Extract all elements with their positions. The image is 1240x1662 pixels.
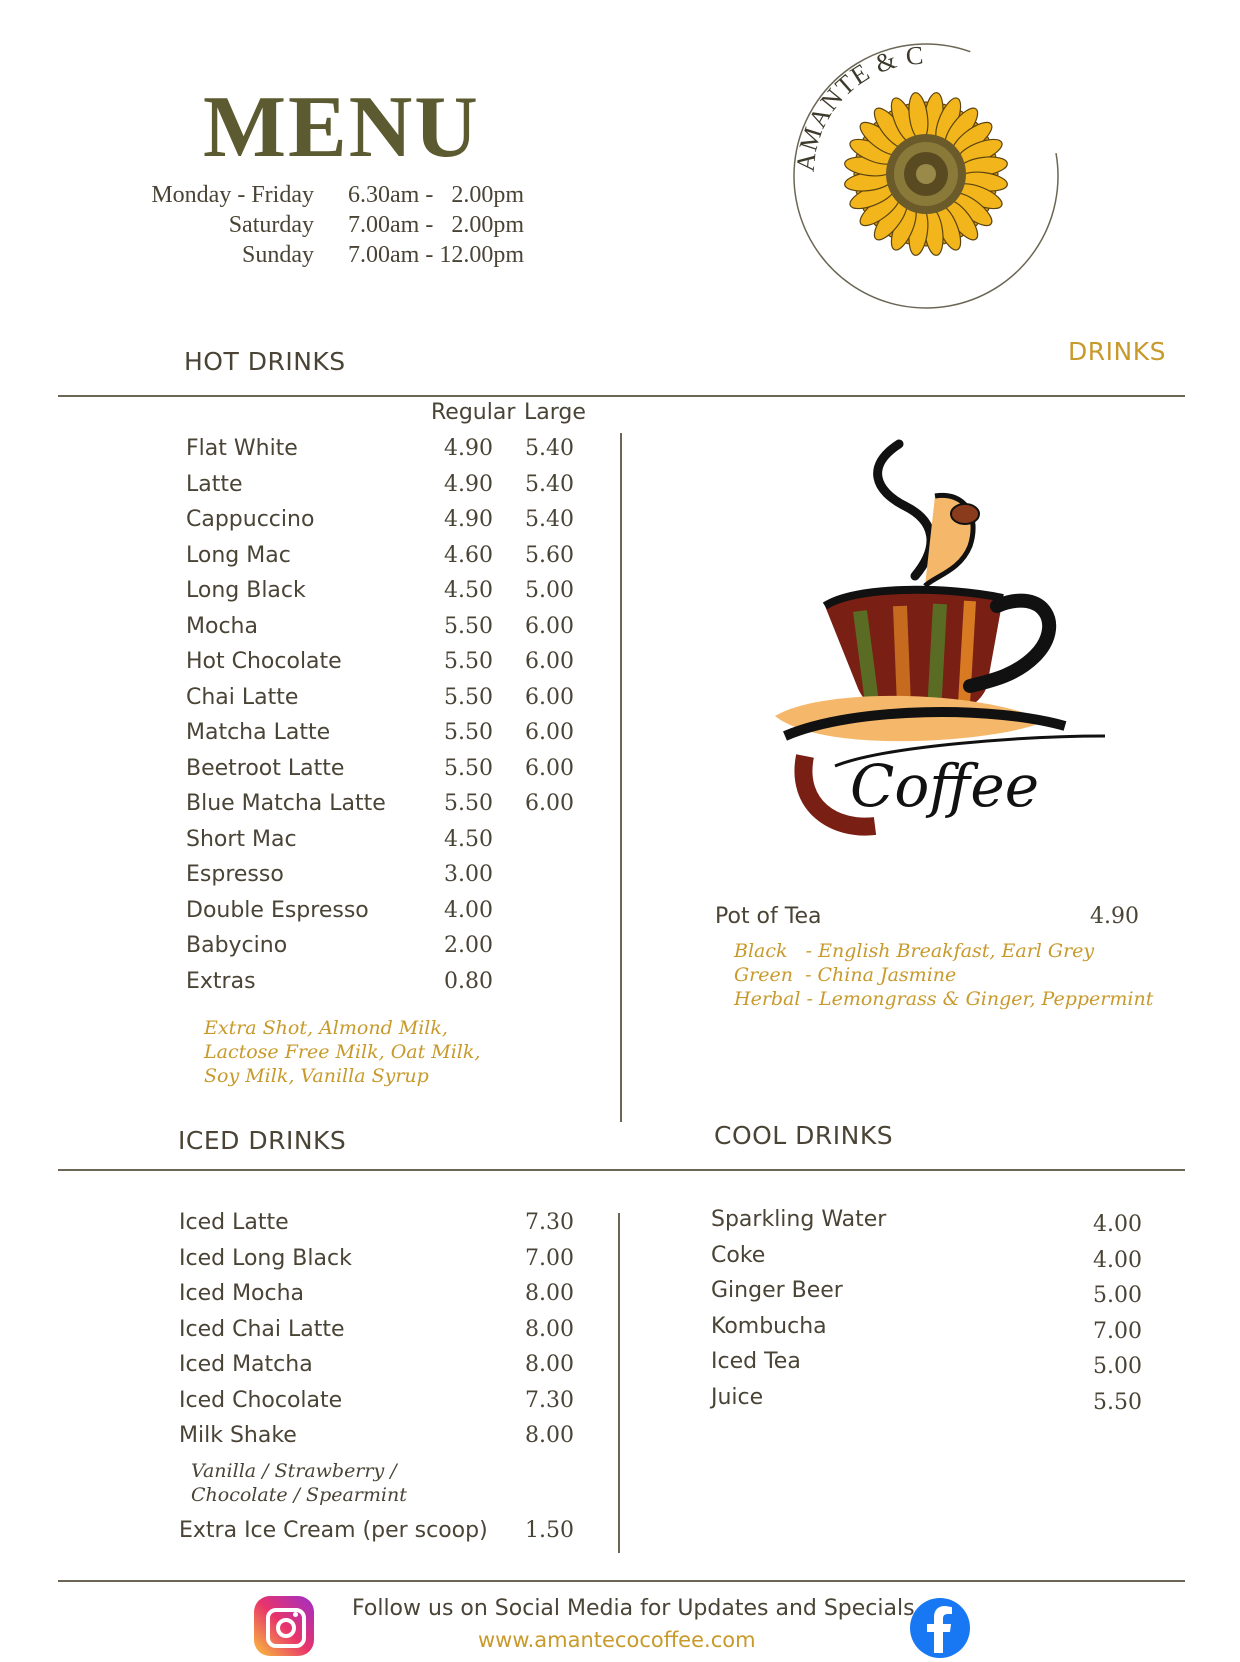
menu-row [186,756,606,792]
menu-row [186,685,606,721]
item-name: Babycino [186,933,288,958]
coffee-cup-art [765,436,1115,886]
menu-row [186,791,606,827]
milkshake-flavours [191,1459,407,1507]
item-price: 7.00 [1093,1318,1142,1344]
item-price: 8.00 [525,1352,574,1377]
menu-row [179,1352,599,1388]
menu-row [179,1210,599,1246]
menu-row [179,1246,599,1282]
item-name: Kombucha [711,1313,827,1339]
item-name: Iced Tea [711,1349,801,1374]
menu-title: MENU [203,79,480,176]
item-name: Iced Chocolate [179,1387,343,1413]
coffee-art-text: Coffee [850,752,1040,820]
divider [58,1169,1185,1171]
item-name: Short Mac [186,826,297,852]
iced-drinks-list [179,1210,599,1459]
hours-row [146,182,524,212]
tea-note-line: Black - English Breakfast, Earl Grey [734,940,1095,962]
item-price-regular: 5.50 [444,613,493,639]
extra-ice-cream: Extra Ice Cream (per scoop) [179,1518,488,1543]
item-price: 7.00 [525,1245,574,1271]
menu-row [179,1388,599,1424]
item-name: Blue Matcha Latte [186,791,386,816]
col-regular: Regular [431,400,516,425]
item-price-regular: 0.80 [444,968,493,994]
item-price: 4.00 [1093,1212,1142,1237]
hours-row [146,212,524,242]
opening-hours [146,182,524,272]
extras-note-line: Lactose Free Milk, Oat Milk, [204,1041,481,1063]
item-name: Flat White [186,436,298,461]
hours-time: 7.00am - 12.00pm [348,242,524,268]
item-price-regular: 4.00 [444,897,493,923]
menu-row [711,1349,1151,1385]
menu-row [186,614,606,650]
item-price-large: 5.40 [525,471,574,497]
item-price-large: 6.00 [525,720,574,745]
item-price-large: 5.60 [525,542,574,568]
col-large: Large [524,400,586,425]
menu-row [186,436,606,472]
item-name: Iced Latte [179,1210,289,1235]
hours-time: 7.00am - 2.00pm [348,212,524,238]
item-price-large: 6.00 [525,755,574,781]
menu-row [186,578,606,614]
menu-row [186,649,606,685]
item-name: Long Mac [186,542,291,568]
item-name: Iced Long Black [179,1245,352,1271]
item-name: Chai Latte [186,684,299,710]
item-name: Matcha Latte [186,720,331,745]
menu-row [186,543,606,579]
item-name: Beetroot Latte [186,755,345,781]
drinks-label: DRINKS [1068,337,1166,366]
item-price-regular: 5.50 [444,720,493,745]
menu-row [186,933,606,969]
website-link[interactable]: www.amantecocoffee.com [478,1628,756,1652]
hours-row [146,242,524,272]
menu-row [186,898,606,934]
item-price-regular: 4.90 [444,436,493,461]
tea-note-line: Herbal - Lemongrass & Ginger, Peppermint [734,988,1154,1010]
item-price-regular: 5.50 [444,791,493,816]
item-name: Iced Chai Latte [179,1316,345,1342]
item-name: Juice [711,1384,764,1410]
sunflower-logo [776,26,1066,316]
tea-price: 4.90 [1090,904,1139,929]
divider [58,1580,1185,1582]
extras-note-line: Soy Milk, Vanilla Syrup [204,1065,429,1087]
item-price-large: 5.40 [525,436,574,461]
item-price-large: 5.00 [525,578,574,603]
tea-notes [734,939,1153,1011]
menu-row [186,969,606,1005]
menu-row [179,1423,599,1459]
item-name: Extras [186,968,256,994]
item-name: Milk Shake [179,1423,297,1448]
item-price-large: 5.40 [525,507,574,532]
item-name: Double Espresso [186,897,369,923]
item-price-large: 6.00 [525,649,574,674]
menu-row [186,472,606,508]
follow-text: Follow us on Social Media for Updates and Specials [352,1596,915,1621]
hot-drinks-list [186,436,606,1004]
item-price-large: 6.00 [525,684,574,710]
item-name: Cappuccino [186,507,315,532]
item-name: Ginger Beer [711,1278,843,1303]
menu-row [711,1207,1151,1243]
logo-text: AMANTE & C [790,40,926,174]
menu-row [186,827,606,863]
item-price: 7.30 [525,1387,574,1413]
iced-drinks-heading: ICED DRINKS [178,1126,347,1155]
item-name: Iced Mocha [179,1281,305,1306]
item-price: 5.50 [1093,1389,1142,1415]
hours-day: Sunday [242,242,314,268]
item-price: 8.00 [525,1281,574,1306]
facebook-icon[interactable] [910,1598,970,1658]
menu-row [186,862,606,898]
tea-note-line: Green - China Jasmine [734,964,957,986]
item-price: 5.00 [1093,1283,1142,1308]
menu-row [711,1385,1151,1421]
hours-day: Saturday [228,212,314,238]
milkshake-note-line: Vanilla / Strawberry / [191,1460,397,1482]
menu-row [711,1243,1151,1279]
item-price: 8.00 [525,1316,574,1342]
item-price: 5.00 [1093,1354,1142,1379]
item-price-large: 6.00 [525,791,574,816]
cool-drinks-heading: COOL DRINKS [714,1121,894,1150]
item-price: 4.00 [1093,1247,1142,1273]
hot-drinks-heading: HOT DRINKS [184,347,346,376]
menu-row [179,1281,599,1317]
column-divider [620,433,622,1122]
menu-row [711,1314,1151,1350]
item-price-regular: 5.50 [444,684,493,710]
menu-row [711,1278,1151,1314]
item-price-large: 6.00 [525,613,574,639]
item-name: Mocha [186,613,258,639]
item-name: Sparkling Water [711,1207,887,1232]
item-name: Long Black [186,578,306,603]
item-price-regular: 4.50 [444,578,493,603]
item-price: 7.30 [525,1210,574,1235]
item-name: Latte [186,471,243,497]
instagram-icon[interactable] [254,1596,314,1656]
item-name: Coke [711,1242,766,1268]
item-price-regular: 3.00 [444,862,493,887]
menu-row [186,507,606,543]
item-name: Espresso [186,862,284,887]
item-price: 8.00 [525,1423,574,1448]
cool-drinks-list [711,1207,1151,1420]
item-price-regular: 4.90 [444,507,493,532]
menu-row [179,1317,599,1353]
item-price-regular: 4.60 [444,542,493,568]
item-price-regular: 5.50 [444,649,493,674]
item-price-regular: 4.50 [444,826,493,852]
hours-time: 6.30am - 2.00pm [348,182,524,208]
item-name: Hot Chocolate [186,649,342,674]
divider [58,395,1185,397]
tea-name: Pot of Tea [715,904,822,929]
item-name: Iced Matcha [179,1352,313,1377]
column-divider [618,1213,620,1553]
item-price-regular: 2.00 [444,933,493,958]
item-price-regular: 5.50 [444,755,493,781]
menu-row [186,720,606,756]
extras-note [204,1016,480,1088]
hours-day: Monday - Friday [151,182,314,208]
item-price-regular: 4.90 [444,471,493,497]
milkshake-note-line: Chocolate / Spearmint [191,1484,407,1506]
extra-ice-cream-price: 1.50 [525,1518,574,1543]
extras-note-line: Extra Shot, Almond Milk, [204,1017,448,1039]
